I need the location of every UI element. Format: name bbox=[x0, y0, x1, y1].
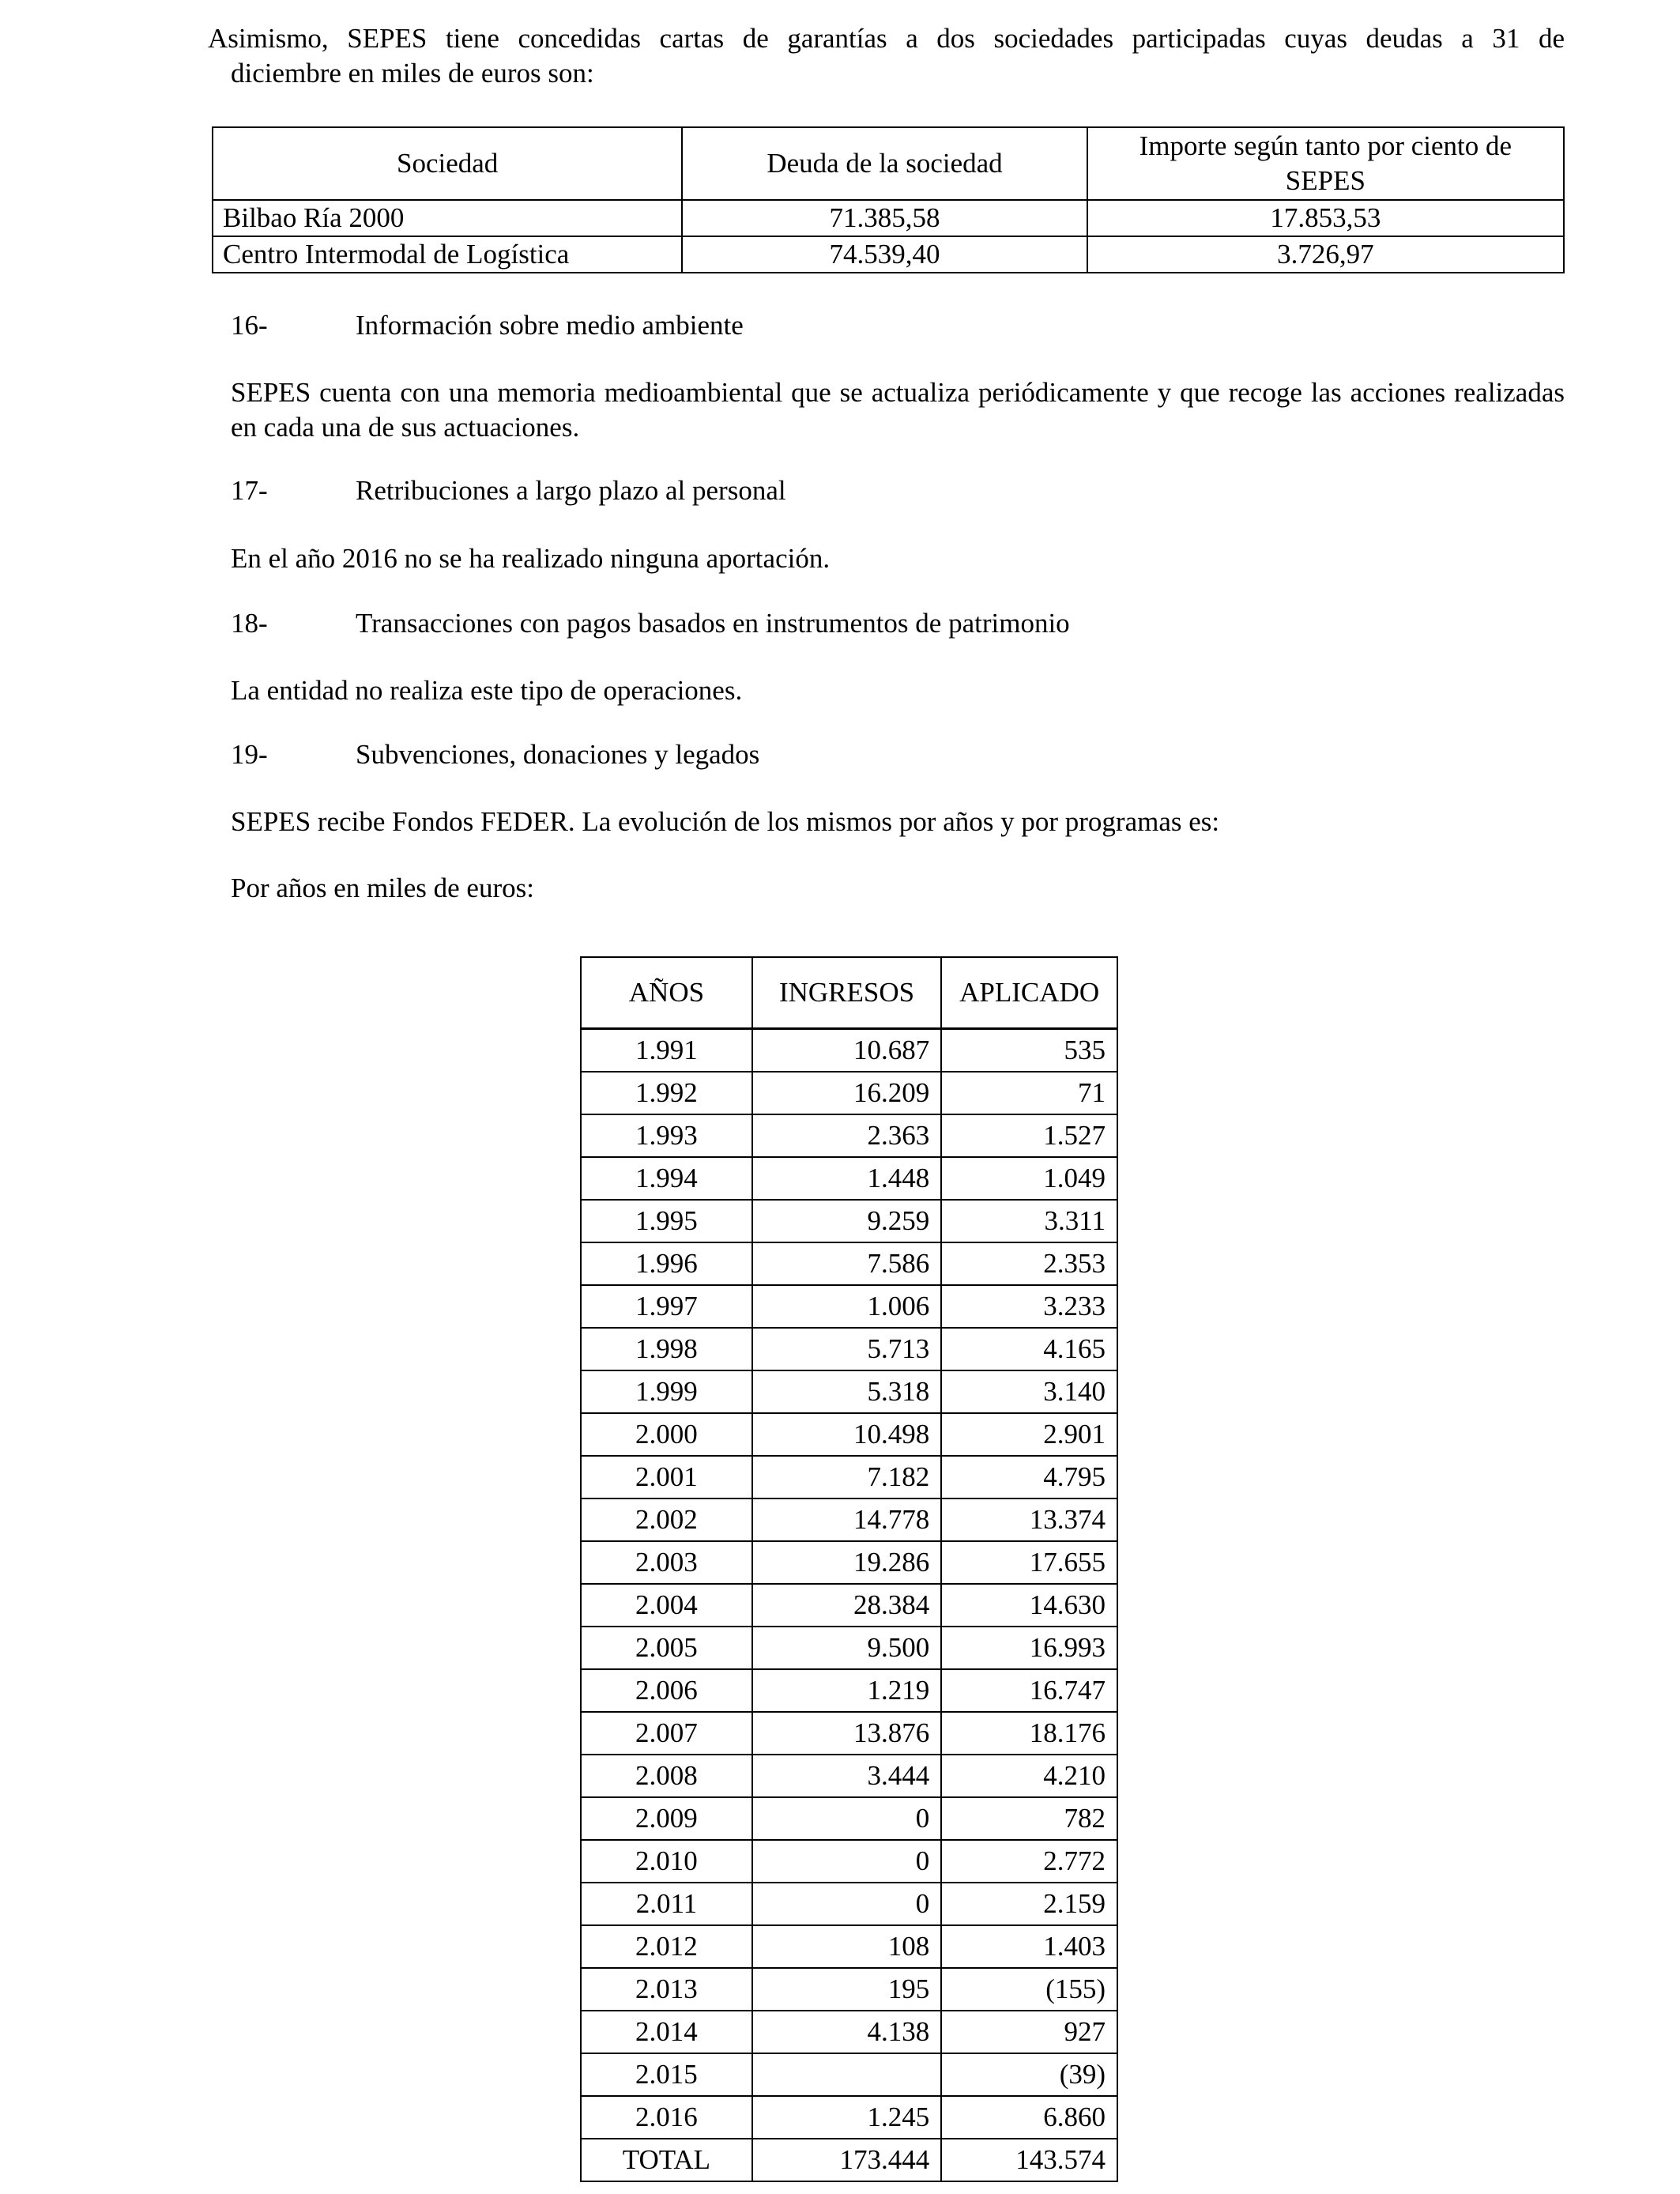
cell-year: 1.997 bbox=[581, 1285, 752, 1328]
feder-table-body bbox=[581, 1029, 1117, 2139]
feder-header-row bbox=[581, 957, 1117, 1029]
cell-year: 2.010 bbox=[581, 1840, 752, 1883]
table-row bbox=[581, 1755, 1117, 1797]
section-18-number: 18- bbox=[231, 608, 268, 639]
cell-income: 28.384 bbox=[752, 1584, 941, 1627]
table-row bbox=[581, 2096, 1117, 2139]
table-row bbox=[581, 1456, 1117, 1498]
table-row bbox=[581, 1584, 1117, 1627]
cell-income: 1.219 bbox=[752, 1669, 941, 1712]
table-row bbox=[581, 2011, 1117, 2053]
feder-table bbox=[580, 956, 1118, 2182]
by-years-label: Por años en miles de euros: bbox=[231, 873, 534, 903]
table-row bbox=[581, 1925, 1117, 1968]
section-16-number: 16- bbox=[231, 310, 268, 341]
table-row bbox=[581, 1627, 1117, 1669]
cell-deuda: 71.385,58 bbox=[682, 200, 1087, 236]
section-18-title: Transacciones con pagos basados en instrumentos de patrimonio bbox=[356, 608, 1070, 639]
cell-income: 1.448 bbox=[752, 1157, 941, 1200]
cell-applied: 13.374 bbox=[941, 1498, 1117, 1541]
cell-income: 10.498 bbox=[752, 1413, 941, 1456]
cell-income: 7.586 bbox=[752, 1242, 941, 1285]
cell-year: 2.009 bbox=[581, 1797, 752, 1840]
section-19-number: 19- bbox=[231, 739, 268, 770]
table-row bbox=[581, 1669, 1117, 1712]
cell-year: 2.011 bbox=[581, 1883, 752, 1925]
cell-year: 2.006 bbox=[581, 1669, 752, 1712]
header-deuda: Deuda de la sociedad bbox=[682, 127, 1087, 200]
cell-year: 2.003 bbox=[581, 1541, 752, 1584]
section-16-body: SEPES cuenta con una memoria medioambiental que se actualiza periódicamente y que recoge las acciones realizadas en cada una de sus actuaciones. bbox=[231, 377, 1565, 443]
cell-importe: 3.726,97 bbox=[1087, 236, 1564, 273]
cell-year: 1.991 bbox=[581, 1029, 752, 1072]
cell-income bbox=[752, 2053, 941, 2096]
cell-applied: 4.210 bbox=[941, 1755, 1117, 1797]
total-label: TOTAL bbox=[581, 2139, 752, 2181]
section-16-title: Información sobre medio ambiente bbox=[356, 310, 744, 341]
section-17-number: 17- bbox=[231, 475, 268, 506]
cell-income: 7.182 bbox=[752, 1456, 941, 1498]
cell-income: 1.006 bbox=[752, 1285, 941, 1328]
table-row bbox=[581, 1328, 1117, 1370]
table-row bbox=[581, 1968, 1117, 2011]
table-row bbox=[581, 1712, 1117, 1755]
cell-applied: 14.630 bbox=[941, 1584, 1117, 1627]
table-row bbox=[581, 1200, 1117, 1242]
cell-applied: 2.159 bbox=[941, 1883, 1117, 1925]
cell-year: 2.008 bbox=[581, 1755, 752, 1797]
cell-applied: 4.165 bbox=[941, 1328, 1117, 1370]
cell-applied: 1.403 bbox=[941, 1925, 1117, 1968]
cell-applied: 3.140 bbox=[941, 1370, 1117, 1413]
cell-applied: 535 bbox=[941, 1029, 1117, 1072]
cell-applied: 4.795 bbox=[941, 1456, 1117, 1498]
feder-total-row bbox=[581, 2139, 1117, 2181]
table-row bbox=[581, 1840, 1117, 1883]
guarantees-table bbox=[212, 126, 1565, 273]
cell-income: 5.713 bbox=[752, 1328, 941, 1370]
cell-applied: 16.993 bbox=[941, 1627, 1117, 1669]
cell-income: 16.209 bbox=[752, 1072, 941, 1114]
cell-year: 2.015 bbox=[581, 2053, 752, 2096]
header-importe: Importe según tanto por ciento de SEPES bbox=[1087, 127, 1564, 200]
cell-year: 2.001 bbox=[581, 1456, 752, 1498]
cell-sociedad: Bilbao Ría 2000 bbox=[213, 200, 682, 236]
table-row bbox=[581, 1370, 1117, 1413]
table-row bbox=[581, 1285, 1117, 1328]
cell-income: 0 bbox=[752, 1840, 941, 1883]
cell-year: 1.994 bbox=[581, 1157, 752, 1200]
cell-applied: 6.860 bbox=[941, 2096, 1117, 2139]
cell-applied: 2.772 bbox=[941, 1840, 1117, 1883]
cell-year: 2.005 bbox=[581, 1627, 752, 1669]
section-17-body: En el año 2016 no se ha realizado ninguna aportación. bbox=[231, 543, 831, 574]
table-row bbox=[581, 1029, 1117, 1072]
cell-income: 4.138 bbox=[752, 2011, 941, 2053]
cell-income: 3.444 bbox=[752, 1755, 941, 1797]
cell-year: 2.014 bbox=[581, 2011, 752, 2053]
header-sociedad: Sociedad bbox=[213, 127, 682, 200]
cell-applied: 1.049 bbox=[941, 1157, 1117, 1200]
cell-income: 13.876 bbox=[752, 1712, 941, 1755]
cell-applied: 2.353 bbox=[941, 1242, 1117, 1285]
table-row bbox=[213, 200, 1564, 236]
cell-applied: 3.233 bbox=[941, 1285, 1117, 1328]
table-row bbox=[581, 1541, 1117, 1584]
cell-year: 1.993 bbox=[581, 1114, 752, 1157]
header-income: INGRESOS bbox=[752, 957, 941, 1029]
cell-applied: 1.527 bbox=[941, 1114, 1117, 1157]
section-18-body: La entidad no realiza este tipo de operaciones. bbox=[231, 675, 743, 706]
table-row bbox=[581, 1072, 1117, 1114]
header-years: AÑOS bbox=[581, 957, 752, 1029]
cell-income: 5.318 bbox=[752, 1370, 941, 1413]
table-row bbox=[581, 1413, 1117, 1456]
cell-year: 2.016 bbox=[581, 2096, 752, 2139]
cell-year: 1.996 bbox=[581, 1242, 752, 1285]
cell-applied: 17.655 bbox=[941, 1541, 1117, 1584]
table-row bbox=[581, 1797, 1117, 1840]
guarantees-header-row bbox=[213, 127, 1564, 200]
cell-deuda: 74.539,40 bbox=[682, 236, 1087, 273]
cell-income: 19.286 bbox=[752, 1541, 941, 1584]
cell-year: 2.000 bbox=[581, 1413, 752, 1456]
cell-applied: 71 bbox=[941, 1072, 1117, 1114]
cell-income: 2.363 bbox=[752, 1114, 941, 1157]
cell-income: 195 bbox=[752, 1968, 941, 2011]
cell-applied: (155) bbox=[941, 1968, 1117, 2011]
cell-income: 1.245 bbox=[752, 2096, 941, 2139]
table-row bbox=[581, 1242, 1117, 1285]
cell-year: 1.998 bbox=[581, 1328, 752, 1370]
cell-income: 0 bbox=[752, 1797, 941, 1840]
cell-sociedad: Centro Intermodal de Logística bbox=[213, 236, 682, 273]
table-row bbox=[213, 236, 1564, 273]
cell-applied: (39) bbox=[941, 2053, 1117, 2096]
cell-income: 9.500 bbox=[752, 1627, 941, 1669]
cell-year: 1.995 bbox=[581, 1200, 752, 1242]
intro-line-1: Asimismo, SEPES tiene concedidas cartas de garantías a dos sociedades participadas cuyas deudas a 31 de bbox=[208, 23, 1565, 54]
table-row bbox=[581, 1114, 1117, 1157]
cell-applied: 782 bbox=[941, 1797, 1117, 1840]
total-income: 173.444 bbox=[752, 2139, 941, 2181]
cell-applied: 2.901 bbox=[941, 1413, 1117, 1456]
cell-income: 108 bbox=[752, 1925, 941, 1968]
cell-year: 2.004 bbox=[581, 1584, 752, 1627]
cell-year: 2.013 bbox=[581, 1968, 752, 2011]
cell-income: 0 bbox=[752, 1883, 941, 1925]
cell-income: 10.687 bbox=[752, 1029, 941, 1072]
cell-importe: 17.853,53 bbox=[1087, 200, 1564, 236]
cell-year: 2.007 bbox=[581, 1712, 752, 1755]
cell-applied: 3.311 bbox=[941, 1200, 1117, 1242]
table-row bbox=[581, 1157, 1117, 1200]
cell-applied: 18.176 bbox=[941, 1712, 1117, 1755]
section-17-title: Retribuciones a largo plazo al personal bbox=[356, 475, 786, 506]
table-row bbox=[581, 1498, 1117, 1541]
cell-year: 2.012 bbox=[581, 1925, 752, 1968]
cell-income: 9.259 bbox=[752, 1200, 941, 1242]
table-row bbox=[581, 1883, 1117, 1925]
cell-applied: 927 bbox=[941, 2011, 1117, 2053]
cell-income: 14.778 bbox=[752, 1498, 941, 1541]
cell-applied: 16.747 bbox=[941, 1669, 1117, 1712]
table-row bbox=[581, 2053, 1117, 2096]
cell-year: 1.992 bbox=[581, 1072, 752, 1114]
section-19-title: Subvenciones, donaciones y legados bbox=[356, 739, 760, 770]
intro-line-2: diciembre en miles de euros son: bbox=[231, 58, 594, 89]
total-applied: 143.574 bbox=[941, 2139, 1117, 2181]
cell-year: 1.999 bbox=[581, 1370, 752, 1413]
cell-year: 2.002 bbox=[581, 1498, 752, 1541]
section-19-body: SEPES recibe Fondos FEDER. La evolución de los mismos por años y por programas es: bbox=[231, 806, 1220, 837]
header-applied: APLICADO bbox=[941, 957, 1117, 1029]
